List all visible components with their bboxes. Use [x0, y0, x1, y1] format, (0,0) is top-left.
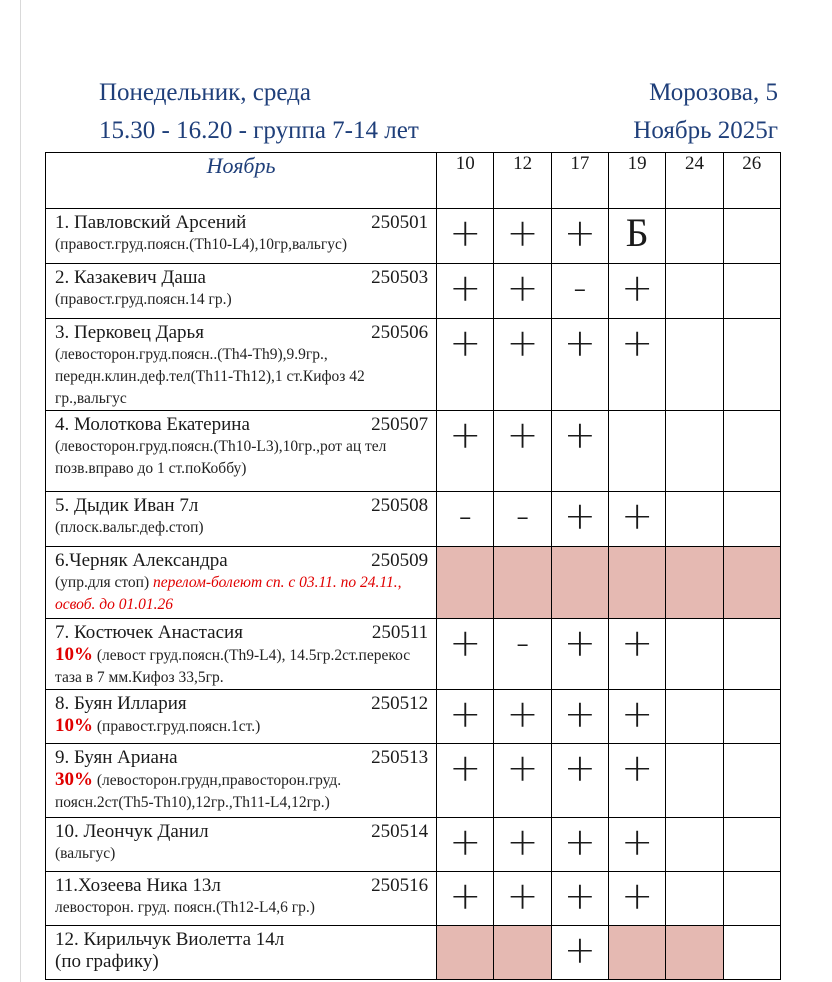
attendance-cell[interactable]: + [551, 872, 608, 926]
student-name-line [55, 267, 430, 289]
schedule-time-group: 15.30 - 16.20 - группа 7-14 лет [99, 117, 419, 144]
attendance-cell[interactable]: + [437, 209, 494, 264]
student-cell [46, 926, 437, 980]
attendance-cell[interactable]: + [437, 319, 494, 411]
table-row [46, 744, 781, 818]
attendance-cell[interactable]: + [551, 319, 608, 411]
table-row [46, 690, 781, 744]
attendance-cell[interactable] [494, 547, 551, 619]
attendance-cell[interactable]: + [609, 319, 666, 411]
attendance-cell[interactable] [551, 547, 608, 619]
date-header: 12 [494, 153, 551, 209]
date-header: 17 [551, 153, 608, 209]
student-name: 7. Костючек Анастасия [55, 622, 243, 643]
status-note: перелом-болеют сп. с 03.11. по 24.11., освоб. до 01.01.26 [55, 574, 402, 613]
attendance-cell[interactable]: + [551, 619, 608, 690]
student-name-line [55, 322, 430, 344]
diagnosis-text: (левосторон.груд.поясн.(Th10-L3),10гр.,рот ац тел позв.вправо до 1 ст.поКоббу) [55, 438, 387, 477]
diagnosis-text: левосторон. груд. поясн.(Th12-L4,6 гр.) [55, 899, 315, 916]
date-header: 24 [666, 153, 723, 209]
attendance-cell[interactable] [666, 818, 723, 872]
student-note [55, 897, 430, 919]
student-name-line [55, 693, 430, 715]
attendance-cell[interactable]: + [494, 411, 551, 492]
attendance-cell[interactable] [723, 547, 780, 619]
attendance-cell[interactable]: + [551, 926, 608, 980]
attendance-cell[interactable] [723, 872, 780, 926]
attendance-cell[interactable] [666, 619, 723, 690]
attendance-cell[interactable]: + [494, 872, 551, 926]
attendance-cell[interactable]: + [609, 818, 666, 872]
table-row [46, 872, 781, 926]
student-note [55, 517, 430, 539]
diagnosis-text: (вальгус) [55, 845, 116, 862]
student-name: 2. Казакевич Даша [55, 267, 206, 288]
schedule-header [99, 74, 419, 150]
attendance-cell[interactable] [723, 492, 780, 547]
student-code: 250509 [371, 550, 429, 571]
attendance-cell[interactable] [609, 926, 666, 980]
attendance-cell[interactable]: + [551, 690, 608, 744]
student-code: 250516 [371, 875, 429, 896]
attendance-cell[interactable] [666, 744, 723, 818]
attendance-cell[interactable] [723, 818, 780, 872]
student-code: 250501 [371, 212, 429, 233]
student-name-line [55, 747, 430, 769]
diagnosis-text: (правост.груд.поясн.1ст.) [96, 718, 261, 735]
attendance-cell[interactable]: + [609, 492, 666, 547]
attendance-cell[interactable]: + [437, 619, 494, 690]
attendance-cell[interactable] [666, 319, 723, 411]
student-code: 250514 [371, 821, 429, 842]
attendance-cell[interactable]: + [551, 209, 608, 264]
diagnosis-text: (правост.груд.поясн.14 гр.) [55, 291, 232, 308]
attendance-cell[interactable]: - [494, 492, 551, 547]
student-name-line [55, 929, 430, 951]
student-code: 250512 [371, 693, 429, 714]
student-code: 250511 [371, 622, 429, 643]
student-note [55, 715, 430, 738]
attendance-cell[interactable] [723, 744, 780, 818]
attendance-cell[interactable]: + [551, 411, 608, 492]
attendance-cell[interactable]: + [551, 492, 608, 547]
student-name: 6.Черняк Александра [55, 550, 228, 571]
student-note [55, 344, 430, 410]
date-header: 19 [609, 153, 666, 209]
attendance-cell[interactable] [666, 492, 723, 547]
attendance-cell[interactable] [723, 690, 780, 744]
student-note [55, 436, 430, 480]
attendance-cell[interactable] [723, 209, 780, 264]
address: Морозова, 5 [649, 79, 778, 106]
student-name-line [55, 821, 430, 843]
student-code: 250503 [371, 267, 429, 288]
attendance-cell[interactable]: + [437, 690, 494, 744]
student-code: 250513 [371, 747, 429, 768]
student-note [55, 769, 430, 814]
student-name: 3. Перковец Дарья [55, 322, 204, 343]
student-cell [46, 744, 437, 818]
diagnosis-text: (левост груд.поясн.(Th9-L4), 14.5гр.2ст.перекос таза в 7 мм.Кифоз 33,5гр. [55, 647, 411, 686]
student-cell [46, 319, 437, 411]
table-row [46, 547, 781, 619]
attendance-cell[interactable]: + [437, 744, 494, 818]
student-cell [46, 411, 437, 492]
diagnosis-text: (левосторон.груд.поясн..(Th4-Th9),9.9гр., передн.клин.деф.тел(Th11-Th12),1 ст.Кифоз 42 гр.,вальгус [55, 346, 365, 407]
attendance-cell[interactable] [723, 926, 780, 980]
student-name: 8. Буян Иллария [55, 693, 187, 714]
schedule-days: Понедельник, среда [99, 79, 311, 106]
table-row [46, 818, 781, 872]
student-name-line [55, 495, 430, 517]
table-row [46, 209, 781, 264]
attendance-cell[interactable]: + [609, 690, 666, 744]
student-cell [46, 690, 437, 744]
student-note [55, 234, 430, 256]
student-note [55, 951, 430, 973]
student-name: 10. Леончук Данил [55, 821, 209, 842]
student-cell [46, 264, 437, 319]
attendance-cell[interactable]: + [609, 264, 666, 319]
student-note [55, 644, 430, 689]
percent-badge: 10% [55, 715, 93, 736]
attendance-cell[interactable] [666, 547, 723, 619]
attendance-cell[interactable] [609, 547, 666, 619]
attendance-cell[interactable] [723, 264, 780, 319]
student-cell [46, 547, 437, 619]
attendance-cell[interactable]: - [437, 492, 494, 547]
location-header [600, 74, 778, 150]
attendance-cell[interactable] [666, 690, 723, 744]
student-code: 250506 [371, 322, 429, 343]
student-cell [46, 818, 437, 872]
date-header: 10 [437, 153, 494, 209]
student-cell [46, 209, 437, 264]
student-name: 5. Дыдик Иван 7л [55, 495, 199, 516]
attendance-cell[interactable]: + [437, 411, 494, 492]
month-year: Ноябрь 2025г [633, 117, 778, 144]
student-code: 250507 [371, 414, 429, 435]
attendance-cell[interactable] [437, 926, 494, 980]
attendance-cell[interactable] [723, 319, 780, 411]
attendance-cell[interactable]: + [609, 872, 666, 926]
student-name: 11.Хозеева Ника 13л [55, 875, 221, 896]
student-cell [46, 619, 437, 690]
diagnosis-text: (по графику) [55, 951, 159, 972]
diagnosis-text: (правост.груд.поясн.(Th10-L4),10гр,вальгус) [55, 236, 348, 253]
table-row [46, 411, 781, 492]
attendance-cell[interactable]: + [494, 209, 551, 264]
attendance-cell[interactable]: + [437, 264, 494, 319]
table-row [46, 619, 781, 690]
attendance-cell[interactable]: + [551, 818, 608, 872]
student-cell [46, 872, 437, 926]
table-header-row [46, 153, 781, 209]
attendance-cell[interactable] [666, 926, 723, 980]
attendance-cell[interactable] [666, 872, 723, 926]
student-name: 4. Молоткова Екатерина [55, 414, 250, 435]
attendance-cell[interactable]: + [437, 872, 494, 926]
attendance-cell[interactable]: + [551, 744, 608, 818]
attendance-cell[interactable]: - [494, 619, 551, 690]
diagnosis-text: (левосторон.грудн,правосторон.груд. поясн.2ст(Th5-Th10),12гр.,Th11-L4,12гр.) [55, 772, 342, 811]
percent-badge: 10% [55, 644, 93, 665]
student-name-line [55, 212, 430, 234]
table-row [46, 264, 781, 319]
attendance-cell[interactable] [494, 926, 551, 980]
table-row [46, 926, 781, 980]
attendance-table [45, 152, 781, 980]
date-header: 26 [723, 153, 780, 209]
month-label: Ноябрь [46, 153, 437, 209]
student-code [428, 929, 430, 951]
attendance-cell[interactable]: Б [609, 209, 666, 264]
attendance-cell[interactable]: + [494, 818, 551, 872]
student-name: 1. Павловский Арсений [55, 212, 247, 233]
student-name-line [55, 414, 430, 436]
attendance-cell[interactable]: + [494, 744, 551, 818]
student-note [55, 843, 430, 865]
attendance-cell[interactable]: + [609, 744, 666, 818]
student-note [55, 572, 430, 616]
diagnosis-text: (плоск.вальг.деф.стоп) [55, 519, 204, 536]
attendance-cell[interactable] [666, 411, 723, 492]
student-code: 250508 [371, 495, 429, 516]
student-name-line [55, 622, 430, 644]
attendance-cell[interactable] [666, 209, 723, 264]
student-cell [46, 492, 437, 547]
percent-badge: 30% [55, 769, 93, 790]
page-margin [0, 0, 21, 982]
attendance-cell[interactable]: - [551, 264, 608, 319]
attendance-cell[interactable] [609, 411, 666, 492]
student-name-line [55, 550, 430, 572]
attendance-cell[interactable] [723, 619, 780, 690]
attendance-cell[interactable]: + [494, 319, 551, 411]
attendance-cell[interactable] [666, 264, 723, 319]
student-name: 9. Буян Ариана [55, 747, 178, 768]
attendance-cell[interactable] [723, 411, 780, 492]
diagnosis-text: (упр.для стоп) [55, 574, 150, 591]
attendance-cell[interactable]: + [609, 619, 666, 690]
student-name-line [55, 875, 430, 897]
attendance-cell[interactable]: + [437, 818, 494, 872]
attendance-cell[interactable]: + [494, 264, 551, 319]
table-row [46, 492, 781, 547]
student-name: 12. Кирильчук Виолетта 14л [55, 929, 285, 950]
attendance-cell[interactable] [437, 547, 494, 619]
student-note [55, 289, 430, 311]
attendance-cell[interactable]: + [494, 690, 551, 744]
table-row [46, 319, 781, 411]
